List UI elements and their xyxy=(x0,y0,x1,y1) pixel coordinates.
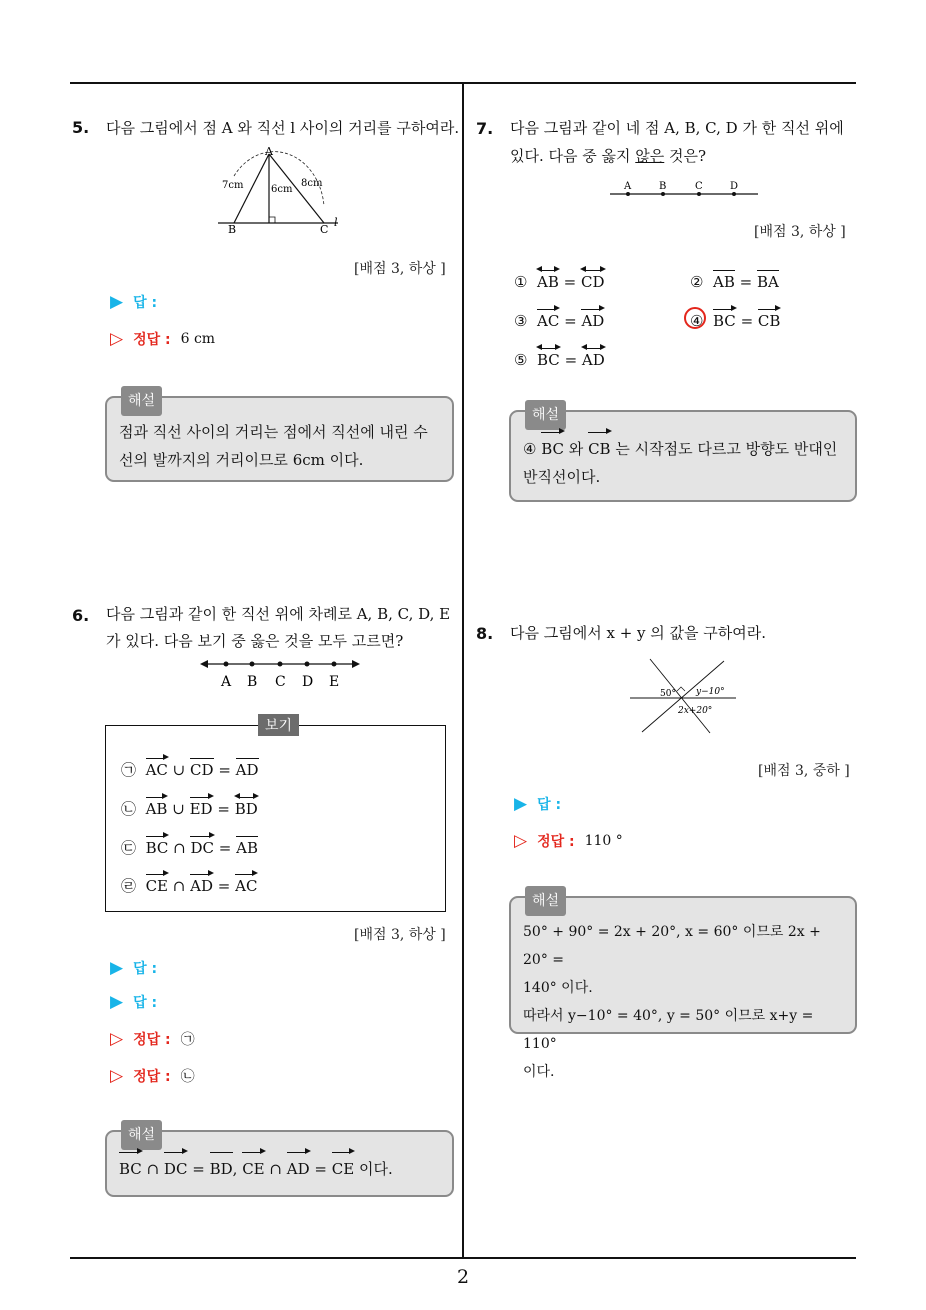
q6-correct-value-1: ㉠ xyxy=(180,1032,195,1048)
q5-solution-box xyxy=(105,393,454,482)
q6-point-C: C xyxy=(275,674,286,690)
q5-correct-label: 정답 : xyxy=(133,332,171,348)
blue-triangle-icon: ▶ xyxy=(514,794,528,814)
red-outline-triangle-icon: ▷ xyxy=(110,1066,124,1086)
item-mark: ㉡ xyxy=(121,800,137,818)
q8-number: 8. xyxy=(476,624,494,643)
q8-score: [배점 3, 중하 ] xyxy=(758,763,850,779)
line-BD: BD xyxy=(235,797,258,818)
red-outline-triangle-icon: ▷ xyxy=(110,1029,124,1049)
q7-points-line-figure xyxy=(606,178,762,200)
ray-BC: BC xyxy=(713,309,736,330)
line-CD: CD xyxy=(581,270,605,291)
ray-DC: DC xyxy=(190,836,214,857)
q8-angle-figure xyxy=(626,656,740,736)
red-outline-triangle-icon: ▷ xyxy=(110,329,124,349)
union-symbol: ∪ xyxy=(172,761,186,779)
q6-item-3[interactable] xyxy=(121,836,258,858)
item-mark: ㉢ xyxy=(121,839,137,857)
q6-item-1[interactable] xyxy=(121,758,259,780)
q8-correct-value: 110 ° xyxy=(584,833,623,849)
q8-solution-tag: 해설 xyxy=(525,886,566,916)
q5-label-C: C xyxy=(320,223,329,236)
segment-CD: CD xyxy=(190,758,214,779)
ray-AC: AC xyxy=(537,309,559,330)
line-BC: BC xyxy=(537,348,560,369)
q7-choice-5[interactable]: ⑤ BC = AD xyxy=(514,348,605,369)
line-AB: AB xyxy=(537,270,559,291)
q6-number: 6. xyxy=(72,606,90,625)
q8-solution-line4: 이다. xyxy=(523,1064,555,1080)
q6-answer-row-2[interactable] xyxy=(110,992,157,1012)
q6-correct-value-2: ㉡ xyxy=(180,1069,195,1085)
q5-answer-label: 답 : xyxy=(133,295,158,311)
q7-solution-tag: 해설 xyxy=(525,400,566,430)
q5-solution-text: 점과 직선 사이의 거리는 점에서 직선에 내린 수선의 발까지의 거리이므로 6cm 이다. xyxy=(119,423,428,469)
q5-score: [배점 3, 하상 ] xyxy=(354,261,446,277)
q5-length-7cm: 7cm xyxy=(222,180,244,191)
q7-choice-2[interactable]: ② AB = BA xyxy=(690,270,779,291)
q8-angle-50: 50° xyxy=(660,689,676,699)
q6-point-A: A xyxy=(221,674,232,690)
ray-BC: BC xyxy=(119,1152,142,1183)
ray-CE: CE xyxy=(146,874,168,895)
q7-point-A: A xyxy=(624,181,632,192)
equals-sign: = xyxy=(218,839,232,857)
q6-number-line-figure xyxy=(198,654,362,692)
q7-question-line1: 다음 그림과 같이 네 점 A, B, C, D 가 한 직선 위에 xyxy=(510,119,844,137)
equals-sign: = xyxy=(217,877,231,895)
q6-question-line2: 가 있다. 다음 보기 중 옳은 것을 모두 고르면? xyxy=(106,632,404,650)
q7-choice-4[interactable]: ④ BC = CB xyxy=(690,309,780,330)
blue-triangle-icon: ▶ xyxy=(110,958,124,978)
q6-item-2[interactable] xyxy=(121,797,258,819)
q6-score: [배점 3, 하상 ] xyxy=(354,927,446,943)
ray-CE: CE xyxy=(242,1152,264,1183)
q8-correct-label: 정답 : xyxy=(537,834,575,850)
ray-BC: BC xyxy=(541,432,564,463)
q5-label-A: A xyxy=(265,146,273,158)
ray-DC: DC xyxy=(164,1152,188,1183)
q8-correct-row xyxy=(514,831,623,851)
ray-AD: AD xyxy=(287,1152,310,1183)
q6-answer-label: 답 : xyxy=(133,995,158,1011)
q6-point-E: E xyxy=(329,674,340,690)
q8-question: 다음 그림에서 x + y 의 값을 구하여라. xyxy=(510,624,767,642)
item-mark: ㉣ xyxy=(121,877,137,895)
q5-number: 5. xyxy=(72,118,90,137)
q8-angle-y: y−10° xyxy=(696,687,725,697)
q5-label-l: l xyxy=(334,216,338,229)
q6-answer-label: 답 : xyxy=(133,961,158,977)
intersection-symbol: ∩ xyxy=(173,839,186,857)
q7-solution-text: ④ BC 와 CB 는 시작점도 다르고 방향도 반대인 반직선이다. xyxy=(523,432,843,491)
q6-point-D: D xyxy=(302,674,314,690)
equals-sign: = xyxy=(218,761,231,779)
q5-solution-tag: 해설 xyxy=(121,386,162,416)
intersection-symbol: ∩ xyxy=(172,877,186,895)
q8-solution-line2: 140° 이다. xyxy=(523,980,593,996)
union-symbol: ∪ xyxy=(172,800,185,818)
ray-CE: CE xyxy=(332,1152,354,1183)
page-number: 2 xyxy=(456,1266,470,1288)
q7-point-B: B xyxy=(659,181,667,192)
q6-correct-label: 정답 : xyxy=(133,1032,171,1048)
segment-AB: AB xyxy=(236,836,258,857)
q6-item-4[interactable] xyxy=(121,874,257,896)
q7-solution-box xyxy=(509,407,857,502)
q8-solution-line1: 50° + 90° = 2x + 20°, x = 60° 이므로 2x + 20° = xyxy=(523,924,821,968)
q7-point-D: D xyxy=(730,181,739,192)
q6-correct-row-2 xyxy=(110,1066,195,1086)
column-divider xyxy=(462,83,464,1259)
q5-label-B: B xyxy=(228,223,237,236)
line-AD: AD xyxy=(582,348,605,369)
q7-choice-3[interactable]: ③ AC = AD xyxy=(514,309,604,330)
segment-BA: BA xyxy=(757,270,779,291)
ray-BC: BC xyxy=(146,836,169,857)
ray-AC: AC xyxy=(235,874,257,895)
q6-answer-row-1[interactable] xyxy=(110,958,157,978)
ray-AB: AB xyxy=(146,797,168,818)
q8-answer-label: 답 : xyxy=(537,797,562,813)
ray-AD: AD xyxy=(190,874,213,895)
q7-point-C: C xyxy=(695,181,703,192)
q6-point-B: B xyxy=(247,674,258,690)
q8-solution-box xyxy=(509,893,857,1080)
q8-answer-row[interactable] xyxy=(514,794,561,814)
q5-correct-value: 6 cm xyxy=(180,331,216,347)
q6-correct-row-1 xyxy=(110,1029,195,1049)
q6-correct-label: 정답 : xyxy=(133,1069,171,1085)
ray-AD: AD xyxy=(581,309,604,330)
equals-sign: = xyxy=(217,800,230,818)
q5-correct-row xyxy=(110,329,215,349)
q8-solution-line3: 따라서 y−10° = 40°, y = 50° 이므로 x+y = 110° xyxy=(523,1008,814,1052)
q6-question-line1: 다음 그림과 같이 한 직선 위에 차례로 A, B, C, D, E xyxy=(106,605,451,623)
q5-triangle-figure xyxy=(214,146,348,236)
q6-bogi-box xyxy=(105,718,446,912)
q7-question-line2: 있다. 다음 중 옳지 않은 것은? xyxy=(510,147,707,165)
q6-solution-text: BC ∩ DC = BD, CE ∩ AD = CE 이다. xyxy=(119,1152,440,1183)
q5-length-8cm: 8cm xyxy=(301,178,323,189)
q6-solution-tag: 해설 xyxy=(121,1120,162,1150)
underlined-word: 않은 xyxy=(635,147,665,165)
segment-AD: AD xyxy=(236,758,259,779)
ray-CB: CB xyxy=(758,309,781,330)
q7-choice-1[interactable]: ① AB = CD xyxy=(514,270,605,291)
q6-bogi-tag: 보기 xyxy=(258,714,299,736)
ray-CB: CB xyxy=(588,432,611,463)
ray-ED: ED xyxy=(190,797,213,818)
q7-number: 7. xyxy=(476,119,494,138)
segment-AB: AB xyxy=(713,270,735,291)
q6-solution-box xyxy=(105,1127,454,1197)
q5-question: 다음 그림에서 점 A 와 직선 l 사이의 거리를 구하여라. xyxy=(106,119,460,137)
ray-AC: AC xyxy=(146,758,168,779)
blue-triangle-icon: ▶ xyxy=(110,292,124,312)
red-outline-triangle-icon: ▷ xyxy=(514,831,528,851)
q5-answer-row[interactable] xyxy=(110,292,157,312)
q8-angle-2x: 2x+20° xyxy=(678,706,713,716)
item-mark: ㉠ xyxy=(121,761,137,779)
q5-length-6cm: 6cm xyxy=(271,184,293,195)
q7-score: [배점 3, 하상 ] xyxy=(754,224,846,240)
segment-BD: BD xyxy=(210,1152,233,1183)
blue-triangle-icon: ▶ xyxy=(110,992,124,1012)
